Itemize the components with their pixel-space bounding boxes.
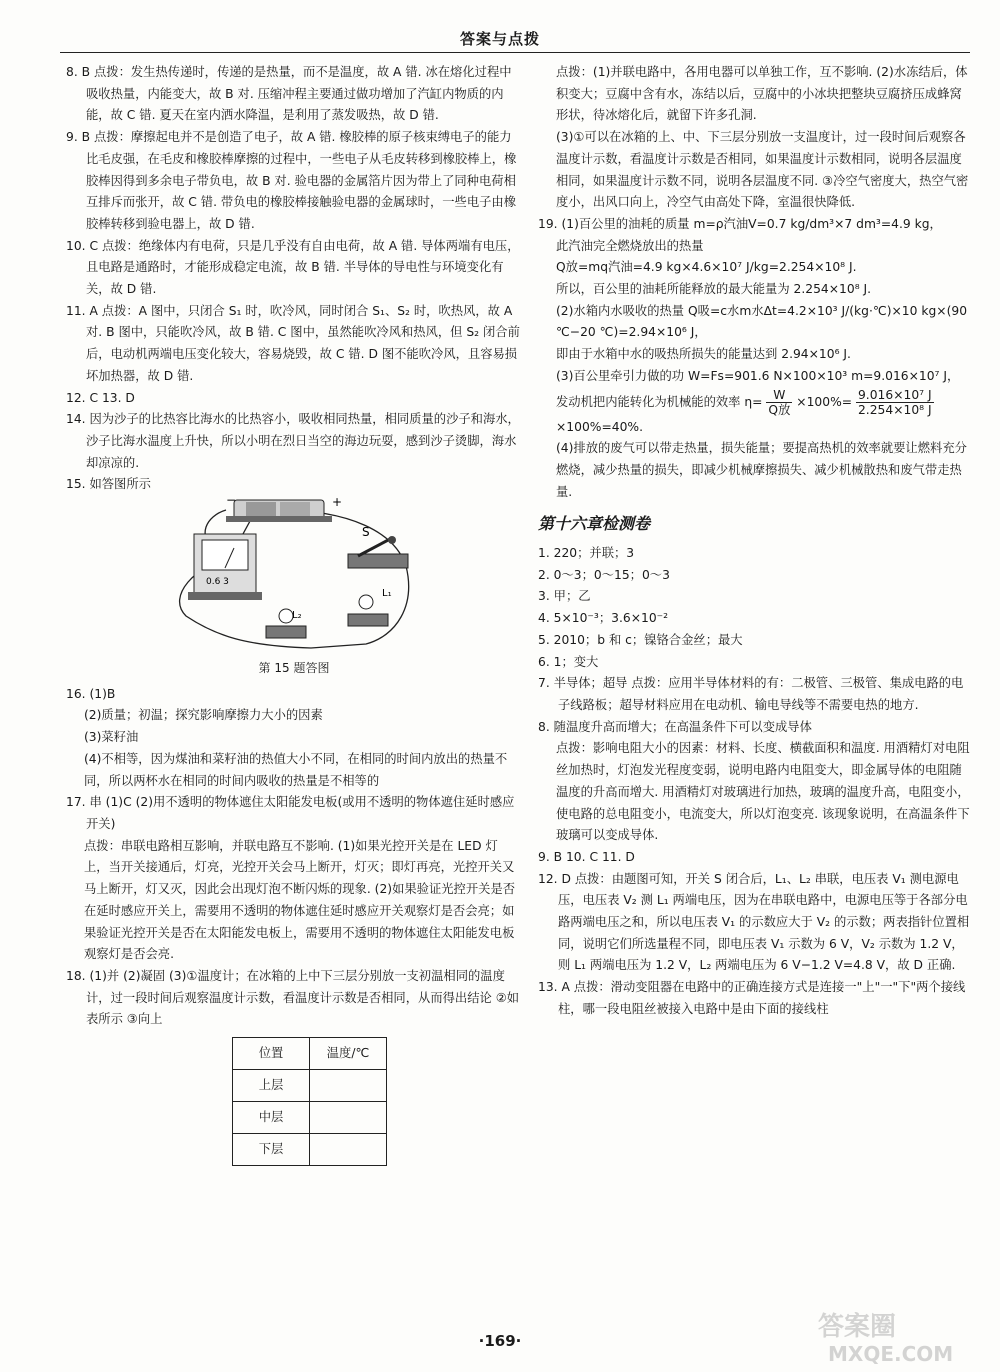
answer-12-13: 12. C 13. D <box>66 390 135 405</box>
efficiency-text: 发动机把内能转化为机械能的效率 η= <box>556 394 763 409</box>
answer-11: 11. A 点拨：A 图中，只闭合 S₁ 时，吹冷风，同时闭合 S₁、S₂ 时，吹热风，故 A 对. B 图中，只能吹冷风，故 B 错. C 图中，虽然能吹冷风和热风，但 S₂ 闭合前后，电动机两端电压变化较大，容易烧毁，故 C 错. D 图不能吹冷风，且容易损坏加热器，故 D 错. <box>66 303 520 383</box>
answer-19-8 <box>538 388 974 439</box>
watermark-line2: MXQE.COM <box>828 1342 954 1366</box>
test-answer-3: 3. 甲；乙 <box>538 589 591 604</box>
test-answer-8-tip: 点拨：影响电阻大小的因素：材料、长度、横截面积和温度. 用酒精灯对电阻丝加热时，灯泡发光程度变弱，说明电路内电阻变大，即金属导体的电阻随温度的升高而增大. 用酒精灯对玻璃进行加热，玻璃的温度升高，电阻变小，使电路的总电阻变小，电流变大，所以灯泡变亮. 该现象说明，在高温条件下玻璃可以变成导体. <box>556 741 970 843</box>
test-answer-12: 12. D 点拨：由题图可知，开关 S 闭合后，L₁、L₂ 串联，电压表 V₁ 测电源电压，电压表 V₂ 测 L₁ 两端电压，因为在串联电路中，电源电压等于各部分电路两端电压之和，所以电压表 V₁ 的示数应大于 V₂ 的示数；两表指针位置相同，说明它们所选量程不同，即电压表 V₁ 示数为 6 V，V₂ 示数为 1.2 V，则 L₁ 两端电压为 1.2 V，L₂ 两端电压为 6 V−1.2 V=4.8 V，故 D 正确. <box>538 871 970 973</box>
circuit-diagram <box>66 496 522 656</box>
answer-19-7: (3)百公里牵引力做的功 W=Fs=901.6 N×100×10³ m=9.016×10⁷ J， <box>556 368 960 383</box>
test-answer-13: 13. A 点拨：滑动变阻器在电路中的正确连接方式是连接一"上"一"下"两个接线柱，哪一段电阻丝被接入电路中是由下面的接线柱 <box>538 980 966 1016</box>
answer-19-2: 此汽油完全燃烧放出的热量 <box>556 238 704 253</box>
test-answer-4: 4. 5×10⁻³；3.6×10⁻² <box>538 611 669 626</box>
figure-caption: 第 15 题答图 <box>258 661 330 676</box>
answer-10: 10. C 点拨：绝缘体内有电荷，只是几乎没有自由电荷，故 A 错. 导体两端有电压，且电路是通路时，才能形成稳定电流，故 B 错. 半导体的导电性与环境变化有关，故 D 错. <box>66 238 520 297</box>
header-rule <box>60 52 970 53</box>
fraction-w-over-q <box>766 388 792 417</box>
answer-19-4: 所以，百公里的油耗所能释放的最大能量为 2.254×10⁸ J. <box>556 282 872 297</box>
answer-19-5: (2)水箱内水吸收的热量 Q吸=c水m水Δt=4.2×10³ J/(kg·℃)×10 kg×(90 ℃−20 ℃)=2.94×10⁶ J， <box>556 303 968 340</box>
answer-14: 14. 因为沙子的比热容比海水的比热容小，吸收相同热量，相同质量的沙子和海水，沙子比海水温度上升快，所以小明在烈日当空的海边玩耍，感到沙子烫脚，海水却凉凉的. <box>66 412 520 470</box>
table-row <box>233 1102 387 1134</box>
circuit-figure <box>66 496 522 656</box>
answer-19-1: 19. (1)百公里的油耗的质量 m=ρ汽油V=0.7 kg/dm³×7 dm³=4.9 kg， <box>538 216 942 231</box>
test-answer-5: 5. 2010；b 和 c；镍铬合金丝；最大 <box>538 632 743 647</box>
test-answer-1: 1. 220；并联；3 <box>538 546 635 561</box>
efficiency-mid: ×100%= <box>796 394 853 409</box>
answer-18-tip: 点拨：(1)并联电路中，各用电器可以单独工作，互不影响. (2)水冻结后，体积变大；豆腐中含有水，冻结以后，豆腐中的小冰块把整块豆腐挤压成蜂窝形状，待冰熔化后，就留下许多孔洞. <box>556 65 968 123</box>
answer-16-4: (4)不相等，因为煤油和菜籽油的热值大小不同，在相同的时间内放出的热量不同，所以两杯水在相同的时间内吸收的热量是不相等的 <box>84 751 508 788</box>
answer-19-3: Q放=mq汽油=4.9 kg×4.6×10⁷ J/kg=2.254×10⁸ J. <box>556 260 857 275</box>
battery-icon <box>226 500 332 522</box>
answer-16-3: (3)菜籽油 <box>84 730 139 745</box>
answer-18-tip-2: (3)①可以在冰箱的上、中、下三层分别放一支温度计，过一段时间后观察各温度计示数，看温度计示数是否相同，如果温度计示数相同，说明各层温度相同，如果温度计示数不同，说明各层温度不同. ③冷空气密度大，热空气密度小，出风口向上，冷空气由高处下降，室温很快降低. <box>556 130 969 210</box>
watermark-line1: 答案圈 <box>818 1312 897 1342</box>
lamp-l1-label: L₁ <box>382 588 392 600</box>
ammeter-icon <box>188 534 262 600</box>
table-cell-empty <box>310 1134 387 1166</box>
table-cell-position: 上层 <box>233 1070 310 1102</box>
temperature-table <box>232 1037 387 1166</box>
efficiency-result: ×100%=40%. <box>556 419 644 434</box>
lamp-l2-label: L₂ <box>292 610 302 622</box>
fraction-numerator: 9.016×10⁷ J <box>857 387 932 402</box>
answer-15: 15. 如答图所示 <box>66 477 151 492</box>
switch-label: S <box>362 525 370 540</box>
test-answer-7: 7. 半导体；超导 点拨：应用半导体材料的有：二极管、三极管、集成电路的电子线路板；超导材料应用在电动机、输电导线等不需要电热的地方. <box>538 676 964 712</box>
test-answer-9-11: 9. B 10. C 11. D <box>538 849 635 864</box>
battery-minus-label: − <box>226 496 237 508</box>
answer-9: 9. B 点拨：摩擦起电并不是创造了电子，故 A 错. 橡胶棒的原子核束缚电子的能力比毛皮强，在毛皮和橡胶棒摩擦的过程中，一些电子从毛皮转移到橡胶棒上，橡胶棒因得到多余电子带负电，故 B 对. 验电器的金属箔片因为带上了同种电荷相互排斥而张开，故 C 错. 带负电的橡胶棒接触验电器的金属球时，一些电子由橡胶棒转移到验电器上，故 D 错. <box>66 130 517 231</box>
table-header-temperature: 温度/℃ <box>310 1038 387 1070</box>
fraction-denominator: Q放 <box>768 402 791 417</box>
page-number: ·169· <box>478 1332 522 1350</box>
answer-16-2: (2)质量；初温；探究影响摩擦力大小的因素 <box>84 708 323 723</box>
table-row <box>233 1070 387 1102</box>
fraction-values <box>856 388 934 417</box>
test-answer-8: 8. 随温度升高而增大；在高温条件下可以变成导体 <box>538 719 812 734</box>
answer-8: 8. B 点拨：发生热传递时，传递的是热量，而不是温度，故 A 错. 冰在熔化过程中吸收热量，内能变大，故 B 对. 压缩冲程主要通过做功增加了汽缸内物质的内能，故 C 错. 夏天在室内洒水降温，是利用了蒸发吸热，故 D 错. <box>66 65 512 123</box>
answer-19-9: (4)排放的废气可以带走热量，损失能量；要提高热机的效率就要让燃料充分燃烧，减少热量的损失，即减少机械摩擦损失、减少机械散热和废气带走热量. <box>556 441 967 499</box>
answer-18: 18. (1)并 (2)凝固 (3)①温度计；在冰箱的上中下三层分别放一支初温相同的温度计，过一段时间后观察温度计示数，看温度计示数是否相同，从而得出结论 ②如表所示 ③向上 <box>66 968 520 1027</box>
table-header-row <box>233 1038 387 1070</box>
table-header-position: 位置 <box>233 1038 310 1070</box>
answer-19-6: 即由于水箱中水的吸热所损失的能量达到 2.94×10⁶ J. <box>556 347 851 362</box>
answer-17: 17. 串 (1)C (2)用不透明的物体遮住太阳能发电板(或用不透明的物体遮住延时感应开关) <box>66 795 515 831</box>
table-cell-empty <box>310 1070 387 1102</box>
answer-16-1: 16. (1)B <box>66 686 116 701</box>
answer-17-tip: 点拨：串联电路相互影响，并联电路互不影响. (1)如果光控开关是在 LED 灯上，当开关接通后，灯亮，光控开关会马上断开，灯灭；即灯再亮，光控开关又马上断开，灯又灭，因此会出现灯泡不断闪烁的现象. (2)如果验证光控开关是否在延时感应开关上，需要用不透明的物体遮住延时感应开关观察灯是否会亮；如果验证光控开关是否在太阳能发电板上，需要用不透明的物体遮住太阳能发电板观察灯是否会亮. <box>84 838 516 962</box>
header-title: 答案与点拨 <box>459 30 540 48</box>
watermark-logo <box>810 1305 990 1367</box>
left-column <box>66 62 522 1166</box>
test-answer-6: 6. 1；变大 <box>538 654 599 669</box>
battery-plus-label: + <box>332 496 343 510</box>
table-cell-position: 下层 <box>233 1134 310 1166</box>
fraction-numerator: W <box>766 388 792 403</box>
section-title: 第十六章检测卷 <box>538 514 651 534</box>
table-row <box>233 1134 387 1166</box>
fraction-denominator: 2.254×10⁸ J <box>857 402 932 417</box>
ammeter-scale-label: 0.6 3 <box>206 577 229 588</box>
table-cell-position: 中层 <box>233 1102 310 1134</box>
page-header <box>0 0 1000 52</box>
table-cell-empty <box>310 1102 387 1134</box>
lamp-l1-icon <box>348 595 388 626</box>
test-answer-2: 2. 0～3；0～15；0～3 <box>538 567 670 582</box>
right-column <box>538 62 974 1021</box>
